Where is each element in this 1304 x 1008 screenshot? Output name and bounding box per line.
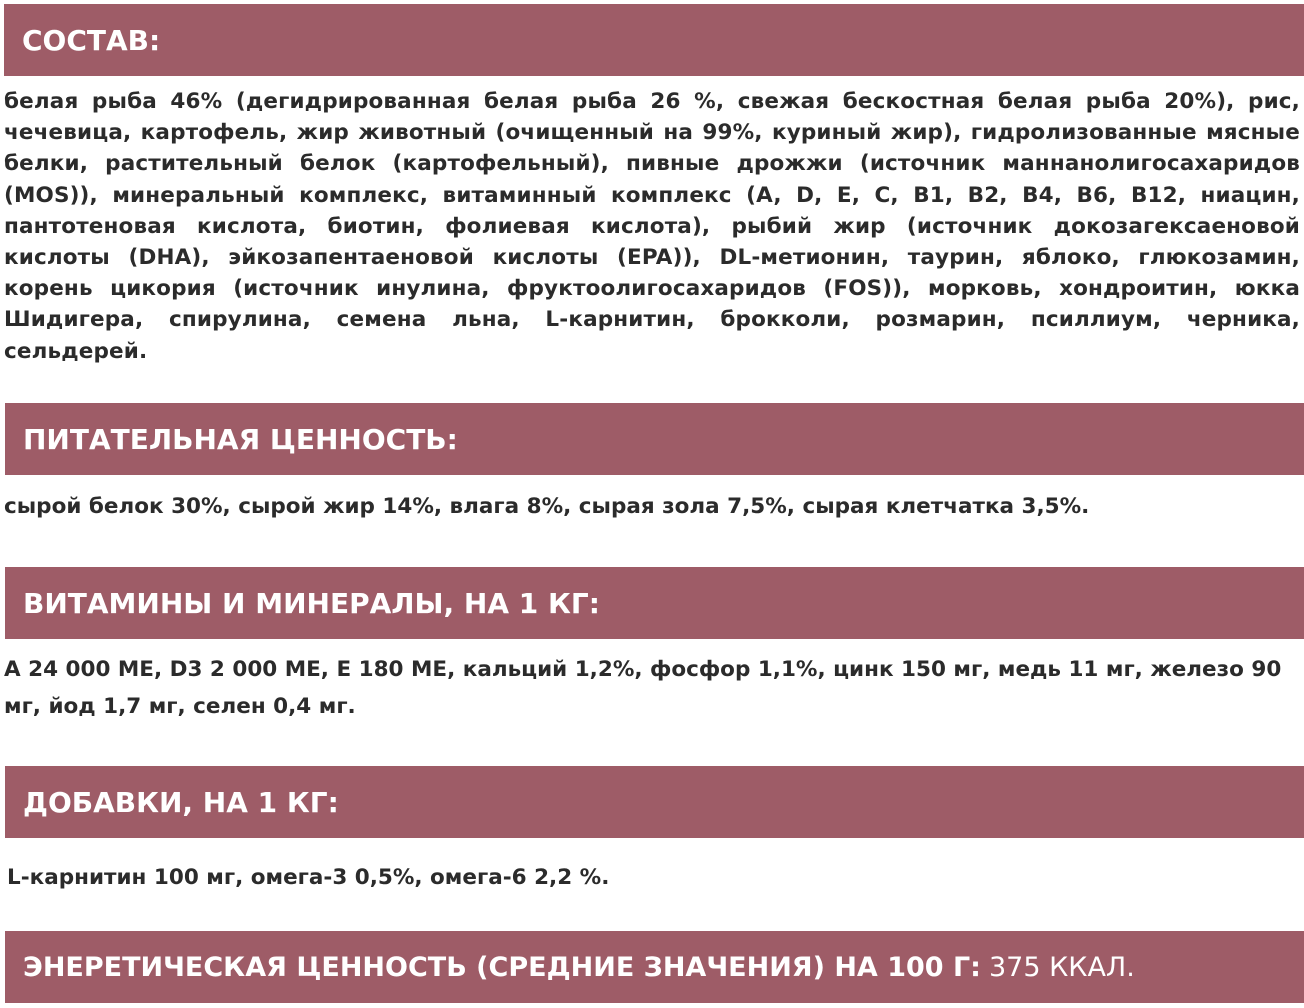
additives-heading-band bbox=[5, 766, 1304, 838]
composition-text: белая рыба 46% (дегидрированная белая рыба 26 %, свежая бескостная белая рыба 20%), рис, чечевица, картофель, жир животный (очищенный на 99%, куриный жир), гидролизованные мясные белки, растительный белок (картофельный), пивные дрожжи (источник маннанолигосахаридов (MOS)), минеральный комплекс, витаминный комплекс (A, D, E, C, B1, B2, B4, B6, B12, ниацин, пантотеновая кислота, биотин, фолиевая кислота), рыбий жир (источник докозагексаеновой кислоты (DHA), эйкозапентаеновой кислоты (EPA)), DL-метионин, таурин, яблоко, глюкозамин, корень цикория (источник инулина, фруктоолигосахаридов (FOS)), морковь, хондроитин, юкка Шидигера, спирулина, семена льна, L-карнитин, брокколи, розмарин, псиллиум, черника, сельдерей. bbox=[4, 89, 1300, 364]
additives-text: L-карнитин 100 мг, омега-3 0,5%, омега-6 2,2 %. bbox=[7, 865, 610, 890]
composition-heading-band bbox=[4, 4, 1304, 76]
additives-heading: ДОБАВКИ, НА 1 КГ: bbox=[23, 785, 339, 819]
vitamins-heading-band bbox=[5, 567, 1304, 639]
vitamins-heading: ВИТАМИНЫ И МИНЕРАЛЫ, НА 1 КГ: bbox=[23, 586, 600, 620]
composition-heading: СОСТАВ: bbox=[22, 23, 161, 57]
energy-value: 375 ККАЛ. bbox=[988, 951, 1135, 983]
energy-heading-band bbox=[5, 931, 1304, 1003]
nutrition-text: сырой белок 30%, сырой жир 14%, влага 8%, сырая зола 7,5%, сырая клетчатка 3,5%. bbox=[4, 494, 1090, 519]
nutrition-heading: ПИТАТЕЛЬНАЯ ЦЕННОСТЬ: bbox=[23, 422, 458, 456]
vitamins-text: A 24 000 МЕ, D3 2 000 МЕ, E 180 МЕ, кальций 1,2%, фосфор 1,1%, цинк 150 мг, медь 11 мг, железо 90 мг, йод 1,7 мг, селен 0,4 мг. bbox=[4, 657, 1282, 719]
energy-heading: ЭНЕРЕТИЧЕСКАЯ ЦЕННОСТЬ (СРЕДНИЕ ЗНАЧЕНИЯ) НА 100 Г: bbox=[23, 951, 981, 983]
nutrition-heading-band bbox=[5, 403, 1304, 475]
